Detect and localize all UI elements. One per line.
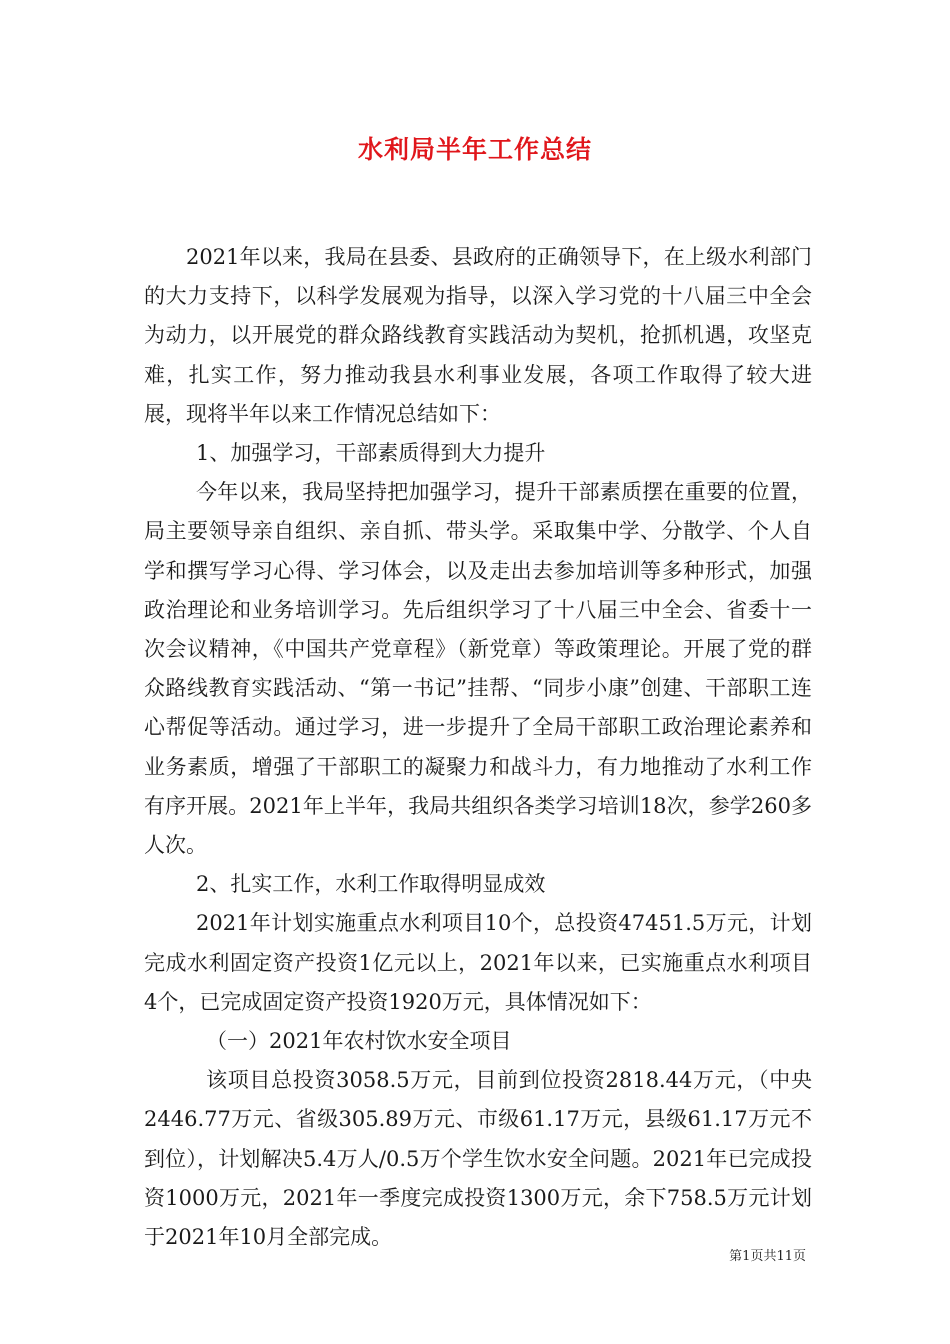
intro-paragraph: 2021年以来，我局在县委、县政府的正确领导下，在上级水利部门的大力支持下，以科学发展观为指导，以深入学习党的十八届三中全会为动力，以开展党的群众路线教育实践活动为契机，抢抓机遇，攻坚克难，扎实工作，努力推动我县水利事业发展，各项工作取得了较大进展，现将半年以来工作情况总结如下： <box>144 245 812 426</box>
document-title: 水利局半年工作总结 <box>357 135 592 164</box>
subsection-heading-water-safety: （一）2021年农村饮水安全项目 <box>206 1029 512 1054</box>
document-body <box>144 238 812 1257</box>
section-heading-study: 1、加强学习，干部素质得到大力提升 <box>196 441 546 466</box>
water-safety-paragraph: 该项目总投资3058.5万元，目前到位投资2818.44万元，（中央2446.77万元、省级305.89万元、市级61.17万元，县级61.17万元不到位），计划解决5.4万人/0.5万个学生饮水安全问题。2021年已完成投资1000万元，2021年一季度完成投资1300万元，余下758.5万元计划于2021年10月全部完成。 <box>144 1068 812 1250</box>
section-heading-work: 2、扎实工作，水利工作取得明显成效 <box>196 872 546 897</box>
study-paragraph: 今年以来，我局坚持把加强学习，提升干部素质摆在重要的位置，局主要领导亲自组织、亲自抓、带头学。采取集中学、分散学、个人自学和撰写学习心得、学习体会，以及走出去参加培训等多种形式，加强政治理论和业务培训学习。先后组织学习了十八届三中全会、省委十一次会议精神，《中国共产党章程》（新党章）等政策理论。开展了党的群众路线教育实践活动、“第一书记”挂帮、“同步小康”创建、干部职工连心帮促等活动。通过学习，进一步提升了全局干部职工政治理论素养和业务素质，增强了干部职工的凝聚力和战斗力，有力地推动了水利工作有序开展。2021年上半年，我局共组织各类学习培训18次，参学260多人次。 <box>144 480 812 858</box>
work-paragraph: 2021年计划实施重点水利项目10个，总投资47451.5万元，计划完成水利固定资产投资1亿元以上，2021年以来，已实施重点水利项目4个，已完成固定资产投资1920万元，具体情况如下： <box>144 911 812 1014</box>
page-number: 第1页共11页 <box>729 1249 806 1264</box>
